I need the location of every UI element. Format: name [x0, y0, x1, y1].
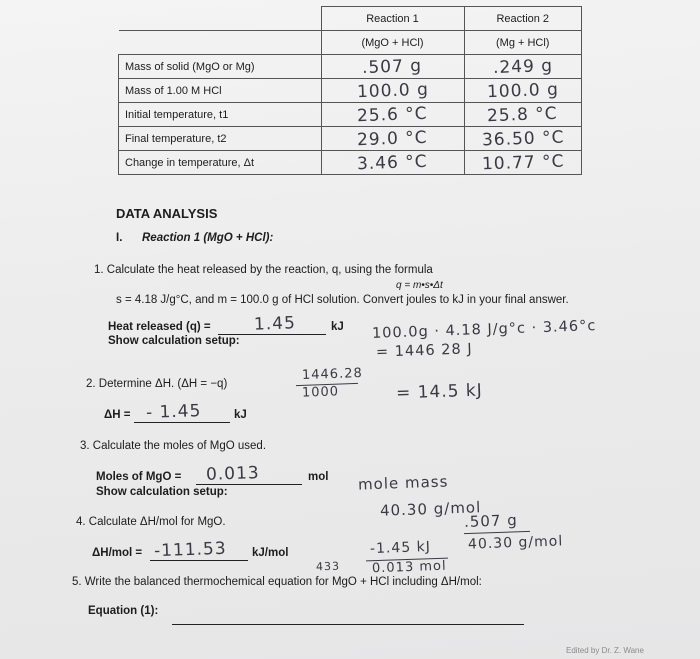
molar-mass-label: mole mass	[357, 472, 449, 494]
heat-answer-line	[218, 314, 326, 335]
dhmol-value: -111.53	[153, 538, 227, 562]
dhmol-label: ΔH/mol =	[92, 547, 143, 559]
question-1: 1. Calculate the heat released by the reaction, q, using the formula	[94, 264, 433, 276]
dh-label: ΔH =	[104, 409, 131, 421]
part-title: Reaction 1 (MgO + HCl):	[142, 232, 274, 244]
section-heading: DATA ANALYSIS	[116, 206, 218, 221]
heat-label: Heat released (q) =	[108, 321, 211, 333]
table-subheader-row	[119, 31, 582, 55]
dhmol-answer-line	[150, 540, 248, 561]
heat-value: 1.45	[253, 313, 297, 335]
calc-work-line2: = 1446 28 J	[375, 341, 473, 361]
dh-answer-line	[134, 402, 230, 423]
formula: q = m•s•Δt	[396, 280, 443, 291]
mass-numerator: .507 g	[463, 511, 519, 531]
data-table	[118, 6, 582, 175]
part-number: I.	[116, 232, 123, 244]
dhmol-unit: kJ/mol	[252, 547, 289, 559]
molar-mass-denominator: 40.30 g/mol	[467, 533, 564, 553]
fraction-denominator: 1000	[301, 384, 340, 401]
dh-unit: kJ	[234, 409, 247, 421]
handwritten-value: .507 g	[362, 55, 423, 78]
row-label: Initial temperature, t1	[119, 103, 322, 127]
reaction2-subtitle: (Mg + HCl)	[496, 36, 550, 49]
reaction1-subtitle: (MgO + HCl)	[361, 36, 424, 49]
row-label: Change in temperature, Δt	[119, 151, 322, 175]
header-reaction2	[464, 7, 582, 31]
question-1-given: s = 4.18 J/g°C, and m = 100.0 g of HCl solution. Convert joules to kJ in your final answer.	[116, 294, 569, 306]
table-row	[119, 151, 582, 175]
heat-unit: kJ	[331, 321, 344, 333]
equation-answer-line	[172, 624, 524, 625]
question-3: 3. Calculate the moles of MgO used.	[80, 440, 267, 452]
row-label: Mass of solid (MgO or Mg)	[119, 55, 322, 79]
handwritten-value: 100.0 g	[356, 79, 429, 102]
fraction-numerator: 1446.28	[301, 365, 364, 384]
handwritten-value: 10.77 °C	[481, 151, 565, 174]
table-row	[119, 127, 582, 151]
row-label: Final temperature, t2	[119, 127, 322, 151]
handwritten-value: 29.0 °C	[356, 127, 429, 150]
dh-value: - 1.45	[145, 401, 202, 423]
table-row	[119, 103, 582, 127]
handwritten-value: 36.50 °C	[481, 127, 565, 150]
moles-value: 0.013	[205, 463, 261, 485]
handwritten-value: .249 g	[492, 55, 554, 78]
row-label: Mass of 1.00 M HCl	[119, 79, 322, 103]
molar-mass-value: 40.30 g/mol	[379, 498, 482, 520]
table-row	[119, 55, 582, 79]
margin-note: 433	[315, 559, 341, 574]
division-denominator: 0.013 mol	[371, 558, 447, 577]
setup-label-2: Show calculation setup:	[96, 486, 228, 498]
fraction-result: = 14.5 kJ	[395, 380, 484, 404]
moles-label: Moles of MgO =	[96, 471, 182, 483]
table-header-row	[119, 7, 582, 31]
division-bar-1	[464, 531, 530, 534]
setup-label: Show calculation setup:	[108, 335, 240, 347]
handwritten-value: 25.8 °C	[487, 103, 559, 126]
footer-credit: Edited by Dr. Z. Wane	[566, 646, 644, 655]
question-2: 2. Determine ΔH. (ΔH = −q)	[86, 378, 228, 390]
reaction1-title: Reaction 1	[366, 12, 419, 25]
table-row	[119, 79, 582, 103]
reaction2-title: Reaction 2	[496, 12, 550, 25]
table-corner	[119, 7, 322, 31]
handwritten-value: 3.46 °C	[356, 151, 429, 174]
header-reaction1	[321, 7, 464, 31]
question-4: 4. Calculate ΔH/mol for MgO.	[76, 516, 226, 528]
calc-work-line1: 100.0g · 4.18 J/g°c · 3.46°c	[371, 318, 597, 342]
division-numerator: -1.45 kJ	[369, 538, 432, 558]
equation-label: Equation (1):	[88, 605, 159, 617]
moles-unit: mol	[308, 471, 329, 483]
question-5: 5. Write the balanced thermochemical equation for MgO + HCl including ΔH/mol:	[72, 576, 482, 588]
handwritten-value: 25.6 °C	[356, 103, 429, 126]
handwritten-value: 100.0 g	[486, 79, 560, 102]
moles-answer-line	[196, 464, 302, 485]
